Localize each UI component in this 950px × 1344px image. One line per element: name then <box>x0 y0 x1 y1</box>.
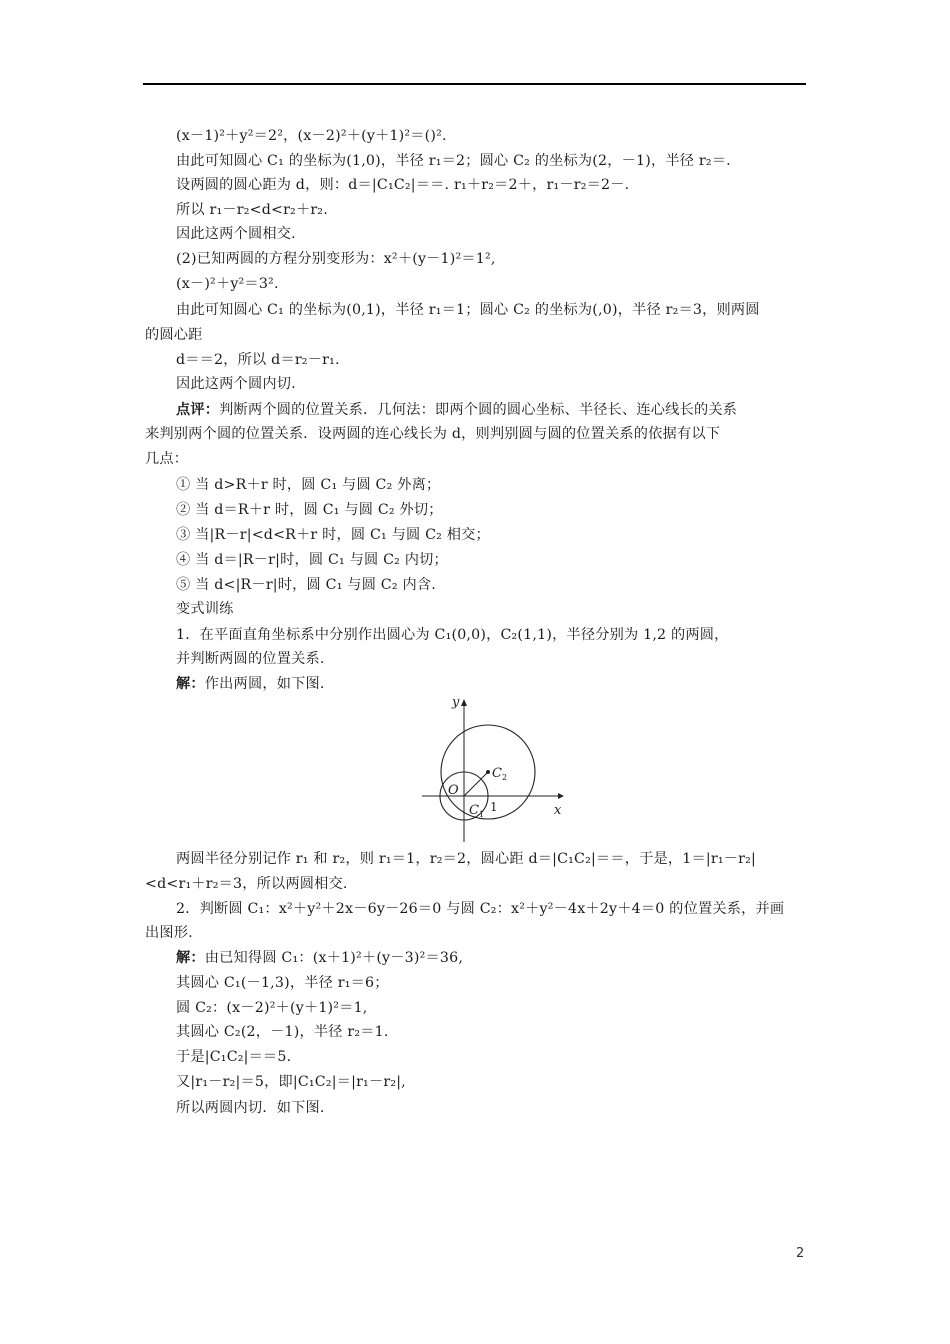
text-line <box>176 1047 291 1067</box>
text-line <box>176 625 729 645</box>
line-text: 设两圆的圆心距为 d，则：d＝|C₁C₂|＝＝. r₁＋r₂＝2＋，r₁－r₂＝2－. <box>176 177 630 193</box>
line-text: ⑤ 当 d<|R－r|时，圆 C₁ 与圆 C₂ 内含. <box>176 577 436 593</box>
line-text: 其圆心 C₂(2，－1)，半径 r₂＝1. <box>176 1024 389 1040</box>
line-text: 圆 C₂：(x－2)²＋(y＋1)²＝1, <box>176 1000 368 1016</box>
line-text: 1．在平面直角坐标系中分别作出圆心为 C₁(0,0)，C₂(1,1)，半径分别为 1,2 的两圆， <box>176 627 729 643</box>
text-line <box>176 649 325 669</box>
line-text: 因此这两个圆内切. <box>176 376 296 392</box>
line-text: 由此可知圆心 C₁ 的坐标为(1,0)，半径 r₁＝2；圆心 C₂ 的坐标为(2，－1)，半径 r₂＝. <box>176 153 731 169</box>
text-line <box>176 500 443 520</box>
text-line <box>176 575 436 595</box>
text-line <box>145 874 348 894</box>
y-label: y <box>452 695 460 710</box>
line-text: 出图形. <box>145 925 193 941</box>
text-line <box>145 325 203 345</box>
text-line <box>176 998 368 1018</box>
line-text: ④ 当 d＝|R－r|时，圆 C₁ 与圆 C₂ 内切； <box>176 552 448 568</box>
line-text: 两圆半径分别记作 r₁ 和 r₂，则 r₁＝1，r₂＝2，圆心距 d＝|C₁C₂|＝＝，于是，1＝|r₁－r₂| <box>176 851 756 867</box>
line-text: 由此可知圆心 C₁ 的坐标为(0,1)，半径 r₁＝1；圆心 C₂ 的坐标为(,0)，半径 r₂＝3，则两圆 <box>176 302 760 318</box>
line-text: 又|r₁－r₂|＝5，即|C₁C₂|＝|r₁－r₂|, <box>176 1074 406 1090</box>
line-text: 其圆心 C₁(－1,3)，半径 r₁＝6； <box>176 975 389 991</box>
line-text: d＝＝2，所以 d＝r₂－r₁. <box>176 352 340 368</box>
line-text: 所以两圆内切．如下图. <box>176 1100 325 1116</box>
text-line <box>176 1022 389 1042</box>
line-text: ① 当 d>R＋r 时，圆 C₁ 与圆 C₂ 外离； <box>176 477 441 493</box>
line-text: 由已知得圆 C₁：(x＋1)²＋(y－3)²＝36, <box>204 950 464 966</box>
line-text: 几点： <box>145 451 189 467</box>
line-text: 判断两个圆的位置关系．几何法：即两个圆的圆心坐标、半径长、连心线长的关系 <box>219 402 738 418</box>
text-line <box>145 449 188 469</box>
line-text: 所以 r₁－r₂<d<r₂＋r₂. <box>176 202 328 218</box>
text-line <box>176 475 440 495</box>
page-number: 2 <box>796 1246 805 1261</box>
line-text: 并判断两圆的位置关系. <box>176 651 325 667</box>
origin-label: O <box>448 783 459 798</box>
line-text: 2．判断圆 C₁：x²＋y²＋2x－6y－26＝0 与圆 C₂：x²＋y²－4x＋2y＋4＝0 的位置关系，并画 <box>176 901 785 917</box>
line-text: 因此这两个圆相交. <box>176 226 296 242</box>
c2-point <box>486 770 490 774</box>
text-line <box>176 350 340 370</box>
text-line <box>176 374 296 394</box>
two-circles-figure <box>410 690 580 850</box>
text-line <box>176 249 496 269</box>
line-text: 作出两圆，如下图. <box>204 676 325 692</box>
text-line <box>176 674 325 694</box>
y-axis-arrow-icon <box>461 699 467 706</box>
text-line <box>176 599 234 619</box>
line-text: (x－1)²＋y²＝2²，(x－2)²＋(y＋1)²＝()². <box>176 128 447 144</box>
text-line <box>176 525 490 545</box>
tick-1-label: 1 <box>490 800 498 814</box>
line-text: ② 当 d＝R＋r 时，圆 C₁ 与圆 C₂ 外切； <box>176 502 443 518</box>
line-text: 变式训练 <box>176 601 234 617</box>
line-text: 的圆心距 <box>145 327 203 343</box>
line-text: 于是|C₁C₂|＝＝5. <box>176 1049 292 1065</box>
text-line <box>176 126 447 146</box>
line-text: (x－)²＋y²＝3². <box>176 276 279 292</box>
header-rule <box>143 83 806 85</box>
line-text: ③ 当|R－r|<d<R＋r 时，圆 C₁ 与圆 C₂ 相交； <box>176 527 490 543</box>
text-line <box>176 899 784 919</box>
x-label: x <box>554 803 562 818</box>
text-line <box>176 175 629 195</box>
x-axis-arrow-icon <box>558 793 564 799</box>
text-line <box>176 274 279 294</box>
line-text: 来判别两个圆的位置关系．设两圆的连心线长为 d，则判别圆与圆的位置关系的依据有以下 <box>145 426 721 442</box>
text-line <box>176 300 760 320</box>
text-line <box>176 948 463 968</box>
bold-label: 点评： <box>176 402 220 418</box>
text-line <box>145 424 720 444</box>
line-text: (2)已知两圆的方程分别变形为：x²＋(y－1)²＝1², <box>176 251 496 267</box>
bold-label: 解： <box>176 676 205 692</box>
bold-label: 解： <box>176 950 205 966</box>
text-line <box>176 224 296 244</box>
c1-label: $C_1$ <box>469 803 485 819</box>
text-line <box>176 973 389 993</box>
c2-label: $C_2$ <box>492 766 508 782</box>
text-line <box>176 550 448 570</box>
text-line <box>176 1072 406 1092</box>
text-line <box>176 849 756 869</box>
text-line <box>176 151 731 171</box>
text-line <box>176 200 328 220</box>
text-line <box>145 923 193 943</box>
text-line <box>176 400 737 420</box>
text-line <box>176 1098 325 1118</box>
line-text: <d<r₁＋r₂＝3，所以两圆相交. <box>145 876 348 892</box>
